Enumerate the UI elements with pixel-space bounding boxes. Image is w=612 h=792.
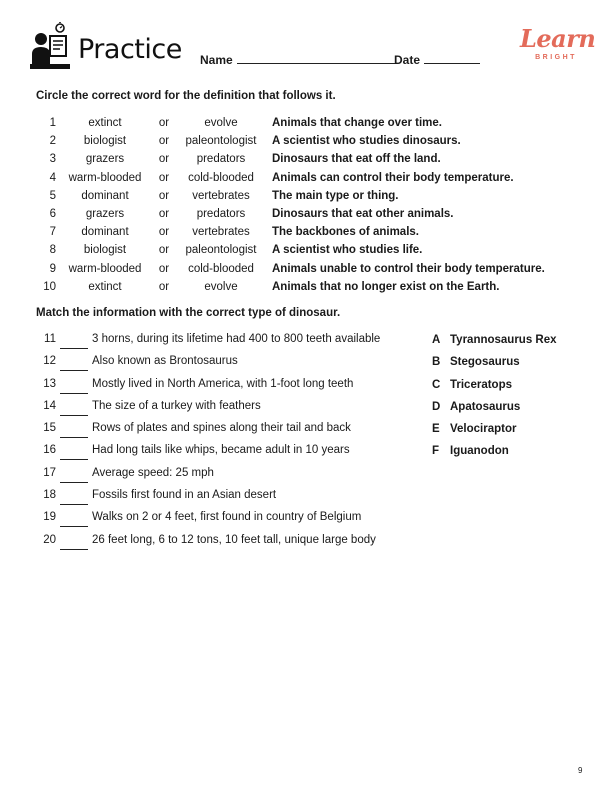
match-item — [36, 486, 416, 508]
vocab-definition: The main type or thing. — [272, 189, 399, 202]
answer-blank[interactable] — [60, 482, 88, 483]
match-number: 13 — [43, 377, 56, 390]
vocab-choice-b[interactable]: vertebrates — [192, 226, 250, 239]
vocab-number: 3 — [49, 153, 56, 166]
match-description: Fossils first found in an Asian desert — [92, 489, 277, 502]
option-letter: C — [432, 378, 441, 391]
match-item — [36, 419, 416, 441]
dinosaur-name: Tyrannosaurus Rex — [450, 334, 557, 346]
match-description: Average speed: 25 mph — [92, 466, 214, 479]
vocab-or: or — [158, 171, 170, 184]
vocab-number: 8 — [49, 244, 56, 257]
dinosaur-name: Triceratops — [450, 378, 512, 391]
vocab-definition: A scientist who studies life. — [272, 244, 423, 257]
vocab-choice-a[interactable]: grazers — [85, 153, 125, 166]
vocab-choice-b[interactable]: evolve — [204, 117, 238, 129]
vocab-choice-a[interactable]: warm-blooded — [68, 262, 142, 275]
vocab-choice-a[interactable]: extinct — [88, 117, 122, 129]
logo-word: Learn — [520, 24, 596, 53]
vocab-row — [36, 170, 576, 188]
learn-bright-logo — [520, 24, 596, 70]
date-blank-line[interactable] — [424, 52, 480, 64]
match-description: Walks on 2 or 4 feet, first found in country of Belgium — [92, 511, 362, 524]
vocab-number: 7 — [49, 226, 56, 239]
vocab-number: 9 — [49, 262, 56, 275]
dinosaur-option — [432, 421, 582, 443]
vocab-choice-a[interactable]: dominant — [81, 226, 129, 239]
vocab-definition: A scientist who studies dinosaurs. — [272, 135, 461, 148]
dinosaur-option — [432, 354, 582, 376]
match-number: 11 — [44, 333, 56, 345]
match-description: Had long tails like whips, became adult in 10 years — [92, 444, 350, 457]
vocab-definition: Dinosaurs that eat other animals. — [272, 207, 454, 220]
practice-person-icon — [30, 22, 70, 70]
match-item — [36, 352, 416, 374]
match-item — [36, 375, 416, 397]
vocab-choice-a[interactable]: biologist — [83, 135, 127, 148]
match-item — [36, 397, 416, 419]
dinosaur-name: Iguanodon — [450, 445, 509, 458]
answer-blank[interactable] — [60, 549, 88, 550]
match-number: 18 — [43, 489, 56, 502]
date-label: Date — [394, 53, 421, 67]
match-description: Rows of plates and spines along their tail and back — [92, 422, 351, 435]
answer-blank[interactable] — [60, 437, 88, 438]
dinosaur-option — [432, 377, 582, 399]
vocab-number: 4 — [49, 171, 56, 184]
match-item — [36, 464, 416, 486]
vocab-or: or — [158, 135, 170, 148]
match-item — [36, 441, 416, 463]
answer-blank[interactable] — [60, 393, 88, 394]
dinosaur-option — [432, 332, 582, 354]
vocab-row — [36, 115, 576, 133]
name-field[interactable] — [200, 52, 395, 67]
vocab-choice-a[interactable]: extinct — [88, 280, 122, 293]
vocab-or: or — [158, 262, 170, 275]
match-number: 15 — [43, 422, 56, 435]
match-description: Also known as Brontosaurus — [92, 355, 238, 368]
vocab-number: 2 — [49, 135, 56, 148]
vocab-choice-a[interactable]: dominant — [81, 189, 129, 202]
option-letter: D — [432, 400, 441, 413]
match-item — [36, 531, 416, 553]
worksheet-header — [28, 22, 596, 74]
logo-subtitle: BRIGHT — [535, 54, 577, 61]
match-number: 16 — [43, 444, 56, 457]
vocab-row — [36, 279, 576, 297]
match-description: The size of a turkey with feathers — [92, 399, 261, 412]
vocab-or: or — [158, 207, 170, 220]
match-number: 20 — [43, 533, 56, 546]
option-letter: F — [432, 445, 440, 458]
name-label: Name — [200, 53, 233, 67]
matching-items-list — [36, 330, 416, 553]
answer-blank[interactable] — [60, 370, 88, 371]
dinosaur-name: Apatosaurus — [450, 400, 521, 413]
option-letter: A — [432, 334, 441, 346]
vocab-choice-a[interactable]: warm-blooded — [68, 171, 142, 184]
match-description: 26 feet long, 6 to 12 tons, 10 feet tall, unique large body — [92, 533, 376, 546]
vocab-choice-b[interactable]: vertebrates — [192, 189, 250, 202]
answer-blank[interactable] — [60, 459, 88, 460]
vocab-choice-b[interactable]: cold-blooded — [188, 171, 254, 184]
vocab-choice-b[interactable]: evolve — [204, 280, 238, 293]
vocab-choice-b[interactable]: cold-blooded — [188, 262, 254, 275]
answer-blank[interactable] — [60, 415, 88, 416]
match-number: 14 — [43, 399, 56, 412]
dinosaur-answers-list — [432, 332, 582, 466]
page-title: Practice — [78, 34, 182, 65]
vocab-or: or — [158, 280, 170, 293]
vocab-or: or — [158, 226, 170, 239]
vocab-or: or — [158, 189, 170, 202]
section1-instruction: Circle the correct word for the definition that follows it. — [36, 90, 336, 102]
vocab-or: or — [158, 244, 170, 257]
match-number: 12 — [43, 355, 56, 368]
match-number: 19 — [43, 511, 56, 524]
date-field[interactable] — [394, 52, 480, 67]
name-blank-line[interactable] — [237, 52, 395, 64]
vocab-choice-a[interactable]: grazers — [85, 207, 125, 220]
match-description: Mostly lived in North America, with 1-foot long teeth — [92, 377, 354, 390]
dinosaur-option — [432, 443, 582, 465]
answer-blank[interactable] — [60, 526, 88, 527]
option-letter: B — [432, 356, 441, 369]
vocab-row — [36, 224, 576, 242]
match-number: 17 — [43, 466, 56, 479]
vocab-definition: Animals that change over time. — [272, 117, 442, 129]
dinosaur-name: Stegosaurus — [450, 356, 520, 369]
match-description: 3 horns, during its lifetime had 400 to 800 teeth available — [92, 333, 381, 345]
answer-blank[interactable] — [60, 504, 88, 505]
page-number: 9 — [578, 766, 583, 775]
match-item — [36, 330, 416, 352]
vocab-choice-b[interactable]: predators — [196, 153, 246, 166]
answer-blank[interactable] — [60, 348, 88, 349]
vocab-choice-b[interactable]: paleontologist — [185, 135, 257, 148]
vocab-number: 6 — [49, 207, 56, 220]
vocab-choice-b[interactable]: paleontologist — [185, 244, 257, 257]
vocab-or: or — [158, 153, 170, 166]
vocab-number: 1 — [49, 117, 56, 129]
dinosaur-option — [432, 399, 582, 421]
vocab-definition: Animals unable to control their body temperature. — [272, 262, 545, 275]
vocab-choice-b[interactable]: predators — [196, 207, 246, 220]
vocab-choice-a[interactable]: biologist — [83, 244, 127, 257]
match-item — [36, 508, 416, 530]
option-letter: E — [432, 423, 440, 436]
vocab-definition: Animals that no longer exist on the Earth. — [272, 280, 500, 293]
vocab-row — [36, 133, 576, 151]
vocabulary-list — [36, 115, 576, 297]
vocab-row — [36, 242, 576, 260]
vocab-row — [36, 206, 576, 224]
section2-instruction: Match the information with the correct type of dinosaur. — [36, 307, 341, 319]
vocab-definition: Animals can control their body temperature. — [272, 171, 514, 184]
vocab-number: 10 — [43, 280, 56, 293]
vocab-definition: The backbones of animals. — [272, 226, 419, 239]
vocab-number: 5 — [49, 189, 56, 202]
dinosaur-name: Velociraptor — [450, 423, 517, 436]
vocab-row — [36, 151, 576, 169]
vocab-row — [36, 188, 576, 206]
vocab-row — [36, 261, 576, 279]
vocab-definition: Dinosaurs that eat off the land. — [272, 153, 441, 166]
vocab-or: or — [158, 117, 170, 129]
